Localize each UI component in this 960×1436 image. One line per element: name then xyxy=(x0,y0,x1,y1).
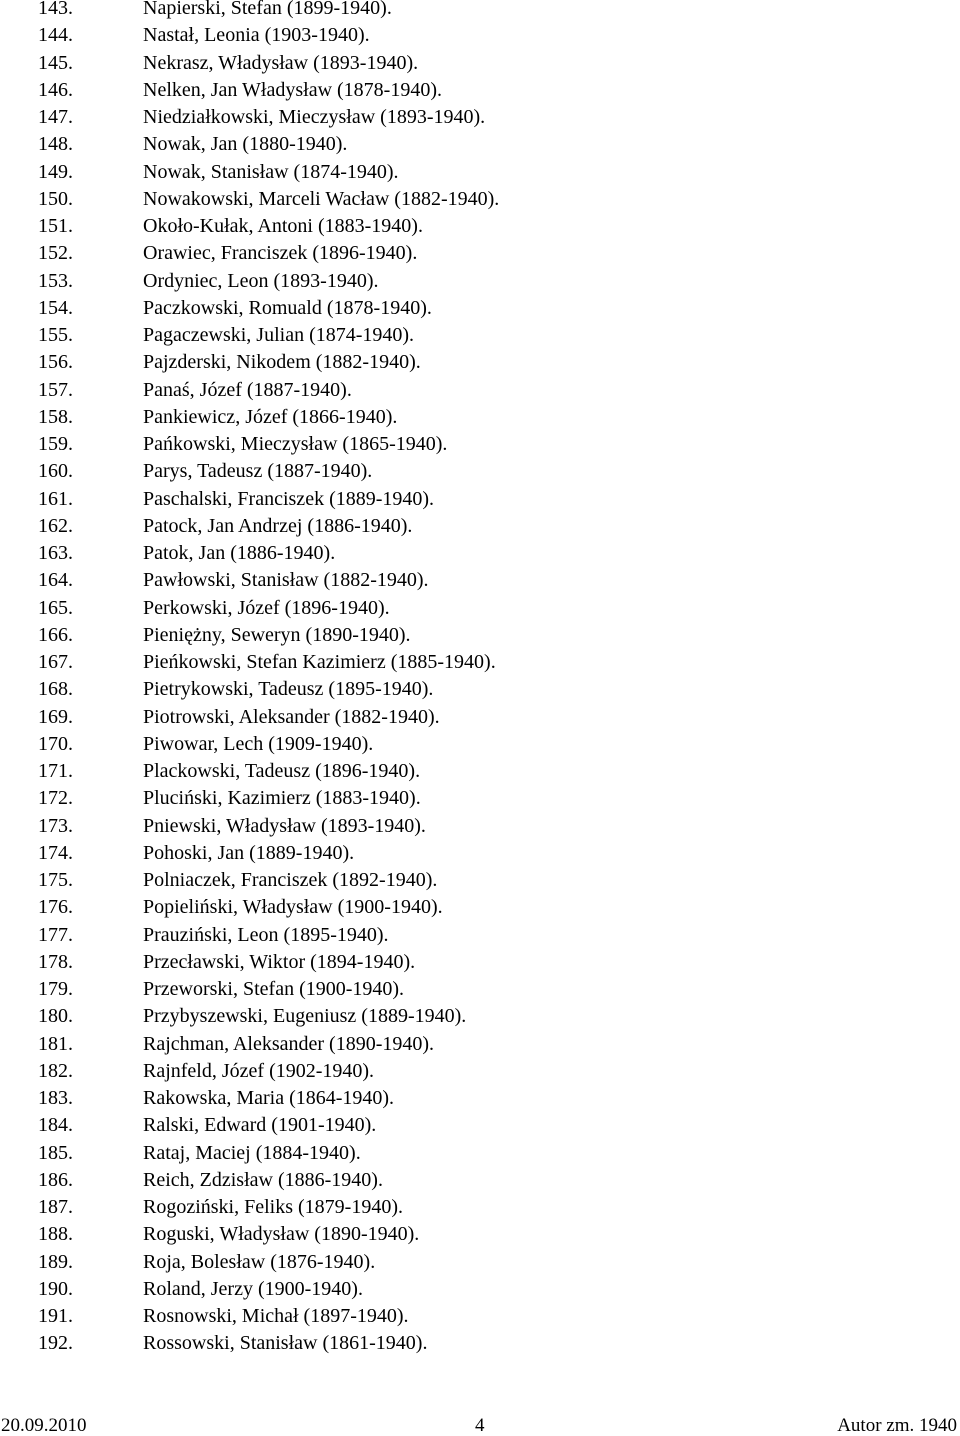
entry-number: 153. xyxy=(38,269,73,292)
entry-number: 184. xyxy=(38,1114,73,1137)
list-item xyxy=(0,458,960,485)
list-item xyxy=(0,949,960,976)
entry-text: Nelken, Jan Władysław (1878-1940). xyxy=(143,78,443,101)
entry-text: Pajzderski, Nikodem (1882-1940). xyxy=(143,351,421,374)
entry-text: Rogoziński, Feliks (1879-1940). xyxy=(143,1196,403,1218)
entry-text: Roja, Bolesław (1876-1940). xyxy=(143,1250,376,1273)
list-item xyxy=(0,50,960,77)
list-item xyxy=(0,131,960,158)
list-item xyxy=(0,1031,960,1058)
entry-text: Prauziński, Leon (1895-1940). xyxy=(143,923,389,946)
entry-number: 181. xyxy=(38,1032,73,1055)
entry-text: Orawiec, Franciszek (1896-1940). xyxy=(143,242,418,265)
entry-number: 182. xyxy=(38,1059,73,1082)
entry-text: Przeworski, Stefan (1900-1940). xyxy=(143,978,405,1000)
list-item xyxy=(0,240,960,267)
entry-number: 169. xyxy=(38,705,73,728)
entry-number: 152. xyxy=(38,242,73,265)
page-footer xyxy=(0,1416,960,1436)
entry-text: Nekrasz, Władysław (1893-1940). xyxy=(143,51,419,74)
list-item xyxy=(0,104,960,131)
entry-number: 185. xyxy=(38,1141,73,1164)
list-item xyxy=(0,704,960,731)
entry-text: Nowakowski, Marceli Wacław (1882-1940). xyxy=(143,187,500,210)
entry-number: 151. xyxy=(38,215,73,237)
list-item xyxy=(0,377,960,404)
entry-text: Pieńkowski, Stefan Kazimierz (1885-1940). xyxy=(143,651,496,673)
entry-text: Popieliński, Władysław (1900-1940). xyxy=(143,896,443,919)
entry-text: Roguski, Władysław (1890-1940). xyxy=(143,1223,420,1246)
list-item xyxy=(0,1276,960,1303)
entry-number: 154. xyxy=(38,296,73,319)
list-item xyxy=(0,1303,960,1330)
entry-number: 149. xyxy=(38,160,73,183)
list-item xyxy=(0,840,960,867)
list-item xyxy=(0,622,960,649)
entry-text: Pluciński, Kazimierz (1883-1940). xyxy=(143,787,421,810)
list-item xyxy=(0,1221,960,1248)
list-item xyxy=(0,1330,960,1357)
list-item xyxy=(0,77,960,104)
list-item xyxy=(0,867,960,894)
entry-number: 191. xyxy=(38,1305,73,1327)
list-item xyxy=(0,567,960,594)
entry-number: 159. xyxy=(38,433,73,455)
list-item xyxy=(0,213,960,240)
entry-text: Rosnowski, Michał (1897-1940). xyxy=(143,1305,409,1327)
entry-number: 189. xyxy=(38,1250,73,1273)
entry-text: Napierski, Stefan (1899-1940). xyxy=(143,0,392,19)
entry-number: 170. xyxy=(38,732,73,755)
entry-number: 143. xyxy=(38,0,73,19)
list-item xyxy=(0,731,960,758)
entry-text: Pawłowski, Stanisław (1882-1940). xyxy=(143,569,429,592)
list-item xyxy=(0,431,960,458)
entry-text: Pieniężny, Seweryn (1890-1940). xyxy=(143,623,411,646)
entry-number: 177. xyxy=(38,923,73,946)
entry-number: 155. xyxy=(38,324,73,346)
entry-text: Nastał, Leonia (1903-1940). xyxy=(143,24,370,47)
list-item xyxy=(0,486,960,513)
entry-text: Parys, Tadeusz (1887-1940). xyxy=(143,460,373,483)
entry-number: 178. xyxy=(38,950,73,973)
entry-text: Perkowski, Józef (1896-1940). xyxy=(143,596,390,619)
entry-text: Ralski, Edward (1901-1940). xyxy=(143,1114,377,1137)
entry-text: Reich, Zdzisław (1886-1940). xyxy=(143,1168,383,1191)
entry-number: 172. xyxy=(38,787,73,810)
entry-text: Polniaczek, Franciszek (1892-1940). xyxy=(143,869,438,891)
entry-number: 158. xyxy=(38,405,73,428)
list-item xyxy=(0,1194,960,1221)
entry-text: Patock, Jan Andrzej (1886-1940). xyxy=(143,514,413,537)
list-item xyxy=(0,513,960,540)
entry-text: Przecławski, Wiktor (1894-1940). xyxy=(143,950,416,973)
list-item xyxy=(0,1249,960,1276)
list-item xyxy=(0,0,960,22)
list-item xyxy=(0,894,960,921)
list-item xyxy=(0,159,960,186)
list-item xyxy=(0,22,960,49)
entry-text: Paczkowski, Romuald (1878-1940). xyxy=(143,296,432,319)
list-item xyxy=(0,186,960,213)
entry-text: Roland, Jerzy (1900-1940). xyxy=(143,1277,363,1300)
list-item xyxy=(0,322,960,349)
entry-number: 147. xyxy=(38,106,73,128)
entry-number: 164. xyxy=(38,569,73,592)
entry-text: Rajchman, Aleksander (1890-1940). xyxy=(143,1032,435,1055)
entry-text: Patok, Jan (1886-1940). xyxy=(143,542,336,564)
entry-text: Panaś, Józef (1887-1940). xyxy=(143,378,352,401)
list-item xyxy=(0,540,960,567)
entry-number: 168. xyxy=(38,678,73,701)
entry-text: Piwowar, Lech (1909-1940). xyxy=(143,732,374,755)
list-item xyxy=(0,1085,960,1112)
entry-text: Rakowska, Maria (1864-1940). xyxy=(143,1087,395,1109)
entry-number: 176. xyxy=(38,896,73,919)
entry-number: 171. xyxy=(38,760,73,782)
entry-text: Rajnfeld, Józef (1902-1940). xyxy=(143,1059,375,1082)
entry-text: Piotrowski, Aleksander (1882-1940). xyxy=(143,705,440,728)
entry-text: Nowak, Stanisław (1874-1940). xyxy=(143,160,399,183)
list-item xyxy=(0,1167,960,1194)
entry-number: 165. xyxy=(38,596,73,619)
entry-number: 145. xyxy=(38,51,73,74)
entry-number: 150. xyxy=(38,187,73,210)
entry-number: 183. xyxy=(38,1087,73,1109)
list-item xyxy=(0,1140,960,1167)
list-item xyxy=(0,1058,960,1085)
footer-date: 20.09.2010 xyxy=(1,1415,87,1436)
entry-number: 175. xyxy=(38,869,73,891)
entry-number: 166. xyxy=(38,623,73,646)
entry-text: Około-Kułak, Antoni (1883-1940). xyxy=(143,215,423,237)
list-item xyxy=(0,922,960,949)
list-item xyxy=(0,813,960,840)
list-item xyxy=(0,295,960,322)
list-item xyxy=(0,758,960,785)
entry-text: Pankiewicz, Józef (1866-1940). xyxy=(143,405,398,428)
entry-number: 187. xyxy=(38,1196,73,1218)
entry-text: Pohoski, Jan (1889-1940). xyxy=(143,841,355,864)
entry-text: Przybyszewski, Eugeniusz (1889-1940). xyxy=(143,1005,467,1028)
entry-number: 160. xyxy=(38,460,73,483)
entry-number: 161. xyxy=(38,487,73,510)
entry-number: 186. xyxy=(38,1168,73,1191)
entry-number: 144. xyxy=(38,24,73,47)
entry-text: Pagaczewski, Julian (1874-1940). xyxy=(143,324,415,346)
entry-number: 163. xyxy=(38,542,73,564)
list-item xyxy=(0,595,960,622)
entry-number: 173. xyxy=(38,814,73,837)
list-item xyxy=(0,649,960,676)
list-item xyxy=(0,1003,960,1030)
entry-number: 146. xyxy=(38,78,73,101)
entry-number: 190. xyxy=(38,1277,73,1300)
entry-number: 162. xyxy=(38,514,73,537)
entry-text: Ordyniec, Leon (1893-1940). xyxy=(143,269,379,292)
entry-number: 156. xyxy=(38,351,73,374)
list-item xyxy=(0,976,960,1003)
entry-text: Pietrykowski, Tadeusz (1895-1940). xyxy=(143,678,434,701)
entry-number: 174. xyxy=(38,841,73,864)
entry-text: Rataj, Maciej (1884-1940). xyxy=(143,1141,361,1164)
entry-number: 192. xyxy=(38,1332,73,1355)
entry-text: Nowak, Jan (1880-1940). xyxy=(143,133,348,156)
entry-text: Rossowski, Stanisław (1861-1940). xyxy=(143,1332,428,1355)
footer-page-number: 4 xyxy=(475,1415,485,1436)
list-item xyxy=(0,268,960,295)
entry-text: Pańkowski, Mieczysław (1865-1940). xyxy=(143,433,448,455)
footer-author: Autor zm. 1940 xyxy=(837,1415,957,1436)
entry-text: Niedziałkowski, Mieczysław (1893-1940). xyxy=(143,106,486,128)
entry-number: 157. xyxy=(38,378,73,401)
entry-text: Pniewski, Władysław (1893-1940). xyxy=(143,814,426,837)
list-item xyxy=(0,404,960,431)
entry-text: Plackowski, Tadeusz (1896-1940). xyxy=(143,760,421,782)
entry-number: 167. xyxy=(38,651,73,673)
entry-number: 179. xyxy=(38,978,73,1000)
list-item xyxy=(0,1112,960,1139)
entry-number: 180. xyxy=(38,1005,73,1028)
entry-text: Paschalski, Franciszek (1889-1940). xyxy=(143,487,435,510)
list-item xyxy=(0,349,960,376)
entry-number: 188. xyxy=(38,1223,73,1246)
list-item xyxy=(0,785,960,812)
list-item xyxy=(0,676,960,703)
entry-number: 148. xyxy=(38,133,73,156)
